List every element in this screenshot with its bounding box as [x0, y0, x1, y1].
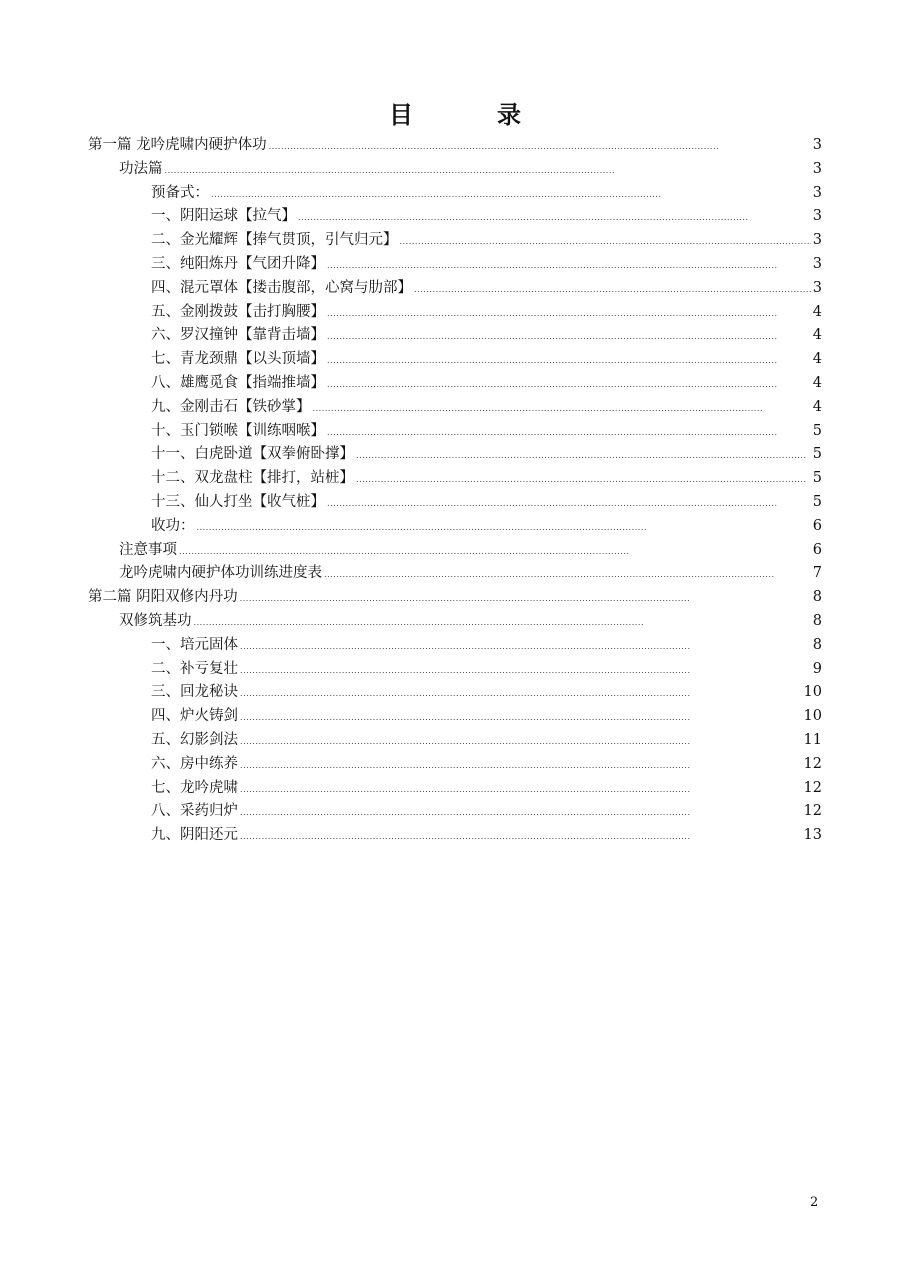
toc-entry-label: 八、采药归炉 [151, 803, 238, 820]
toc-entry-page: 9 [812, 660, 822, 677]
toc-entry-page: 3 [812, 279, 822, 296]
toc-entry-page: 5 [812, 470, 822, 487]
toc-entry[interactable] [88, 204, 822, 228]
toc-entry-page: 5 [812, 422, 822, 439]
toc-leader-dots [240, 637, 811, 653]
toc-entry-page: 6 [812, 517, 822, 534]
toc-entry-label: 双修筑基功 [119, 612, 192, 629]
toc-leader-dots [211, 185, 811, 201]
toc-leader-dots [327, 256, 811, 272]
toc-entry[interactable] [88, 799, 822, 823]
toc-entry-label: 九、阴阳还元 [151, 827, 238, 844]
toc-leader-dots [327, 494, 811, 510]
toc-entry[interactable] [88, 300, 822, 324]
toc-entry[interactable] [88, 490, 822, 514]
toc-entry-label: 收功： [151, 517, 195, 534]
toc-entry-label: 功法篇 [119, 160, 163, 177]
toc-entry-label: 四、混元罩体【搂击腹部，心窝与肋部】 [151, 279, 412, 296]
toc-leader-dots [240, 756, 802, 772]
toc-entry-label: 十三、仙人打坐【收气桩】 [151, 493, 325, 510]
toc-entry-label: 三、回龙秘诀 [151, 684, 238, 701]
toc-entry-page: 12 [803, 755, 822, 772]
toc-entry[interactable] [88, 442, 822, 466]
toc-entry[interactable] [88, 157, 822, 181]
toc-entry[interactable] [88, 133, 822, 157]
toc-entry-label: 六、罗汉撞钟【靠背击墙】 [151, 327, 325, 344]
toc-leader-dots [327, 423, 811, 439]
toc-entry-label: 七、龙吟虎啸 [151, 779, 238, 796]
toc-entry-label: 五、幻影剑法 [151, 731, 238, 748]
toc-leader-dots [165, 161, 811, 177]
toc-entry[interactable] [88, 657, 822, 681]
toc-entry-page: 3 [812, 208, 822, 225]
toc-entry-label: 二、金光耀辉【捧气贯顶，引气归元】 [151, 232, 398, 249]
toc-entry-page: 3 [812, 232, 822, 249]
toc-entry[interactable] [88, 585, 822, 609]
toc-entry-page: 11 [803, 731, 822, 748]
toc-entry-label: 一、阴阳运球【拉气】 [151, 208, 296, 225]
toc-entry-label: 一、培元固体 [151, 636, 238, 653]
toc-entry-label: 九、金刚击石【铁砂掌】 [151, 398, 311, 415]
toc-entry-page: 10 [803, 708, 822, 725]
toc-leader-dots [240, 827, 802, 843]
toc-entry-page: 12 [803, 779, 822, 796]
toc-entry[interactable] [88, 728, 822, 752]
toc-entry[interactable] [88, 419, 822, 443]
toc-entry[interactable] [88, 371, 822, 395]
toc-entry-label: 三、纯阳炼丹【气团升降】 [151, 255, 325, 272]
toc-entry-page: 4 [812, 398, 822, 415]
toc-entry-page: 3 [812, 255, 822, 272]
toc-entry-label: 十一、白虎卧道【双拳俯卧撑】 [151, 446, 354, 463]
toc-entry[interactable] [88, 609, 822, 633]
toc-entry[interactable] [88, 823, 822, 847]
toc-leader-dots [240, 589, 811, 605]
toc-entry-page: 3 [812, 184, 822, 201]
toc-entry-page: 3 [812, 160, 822, 177]
toc-entry-label: 预备式： [151, 184, 209, 201]
toc-leader-dots [298, 208, 811, 224]
toc-entry-page: 3 [812, 137, 822, 153]
toc-entry[interactable] [88, 561, 822, 585]
toc-leader-dots [240, 661, 811, 677]
toc-entry-page: 8 [812, 589, 822, 606]
toc-entry-label: 第一篇 龙吟虎啸内硬护体功 [88, 137, 267, 153]
toc-entry-label: 六、房中练养 [151, 755, 238, 772]
toc-entry-label: 龙吟虎啸内硬护体功训练进度表 [119, 565, 322, 582]
toc-leader-dots [269, 137, 811, 153]
toc-leader-dots [324, 565, 811, 581]
toc-leader-dots [414, 280, 811, 296]
toc-leader-dots [327, 375, 811, 391]
toc-entry[interactable] [88, 752, 822, 776]
toc-entry-page: 12 [803, 803, 822, 820]
toc-entry[interactable] [88, 252, 822, 276]
toc-entry-page: 7 [812, 565, 822, 582]
toc-entry[interactable] [88, 395, 822, 419]
toc-entry-page: 4 [812, 327, 822, 344]
toc-leader-dots [240, 803, 802, 819]
toc-entry[interactable] [88, 680, 822, 704]
toc-entry[interactable] [88, 633, 822, 657]
toc-entry-label: 注意事项 [119, 541, 177, 558]
toc-leader-dots [240, 780, 802, 796]
toc-leader-dots [240, 708, 802, 724]
toc-entry[interactable] [88, 466, 822, 490]
toc-entry-label: 二、补亏复壮 [151, 660, 238, 677]
toc-entry[interactable] [88, 181, 822, 205]
toc-leader-dots [327, 351, 811, 367]
toc-entry-page: 8 [812, 612, 822, 629]
toc-leader-dots [327, 304, 811, 320]
toc-leader-dots [240, 684, 802, 700]
toc-entry-page: 4 [812, 303, 822, 320]
table-of-contents [88, 133, 822, 847]
toc-entry-label: 七、青龙颈鼎【以头顶墙】 [151, 351, 325, 368]
toc-entry-page: 6 [812, 541, 822, 558]
toc-entry-label: 八、雄鹰觅食【指端推墙】 [151, 374, 325, 391]
toc-entry-label: 五、金刚拨鼓【击打胸腰】 [151, 303, 325, 320]
toc-leader-dots [240, 732, 802, 748]
toc-entry[interactable] [88, 776, 822, 800]
toc-entry-label: 四、炉火铸剑 [151, 708, 238, 725]
toc-leader-dots [194, 613, 811, 629]
toc-entry[interactable] [88, 538, 822, 562]
toc-leader-dots [179, 542, 811, 558]
page-title: 目 录 [389, 100, 551, 129]
toc-entry-page: 4 [812, 351, 822, 368]
toc-entry-page: 5 [812, 446, 822, 463]
page-number: 2 [810, 1195, 819, 1210]
toc-entry[interactable] [88, 276, 822, 300]
toc-leader-dots [356, 470, 811, 486]
toc-entry-page: 4 [812, 374, 822, 391]
toc-entry-page: 10 [803, 684, 822, 701]
toc-entry[interactable] [88, 228, 822, 252]
toc-entry-label: 十二、双龙盘柱【排打，站桩】 [151, 470, 354, 487]
toc-entry-label: 第二篇 阴阳双修内丹功 [88, 589, 238, 606]
toc-leader-dots [313, 399, 811, 415]
toc-leader-dots [197, 518, 811, 534]
toc-entry[interactable] [88, 514, 822, 538]
toc-entry[interactable] [88, 347, 822, 371]
toc-leader-dots [400, 232, 811, 248]
toc-entry[interactable] [88, 704, 822, 728]
toc-leader-dots [327, 327, 811, 343]
toc-leader-dots [356, 446, 811, 462]
toc-entry-label: 十、玉门锁喉【训练咽喉】 [151, 422, 325, 439]
toc-entry[interactable] [88, 323, 822, 347]
toc-entry-page: 8 [812, 636, 822, 653]
toc-entry-page: 5 [812, 493, 822, 510]
toc-entry-page: 13 [803, 827, 822, 844]
